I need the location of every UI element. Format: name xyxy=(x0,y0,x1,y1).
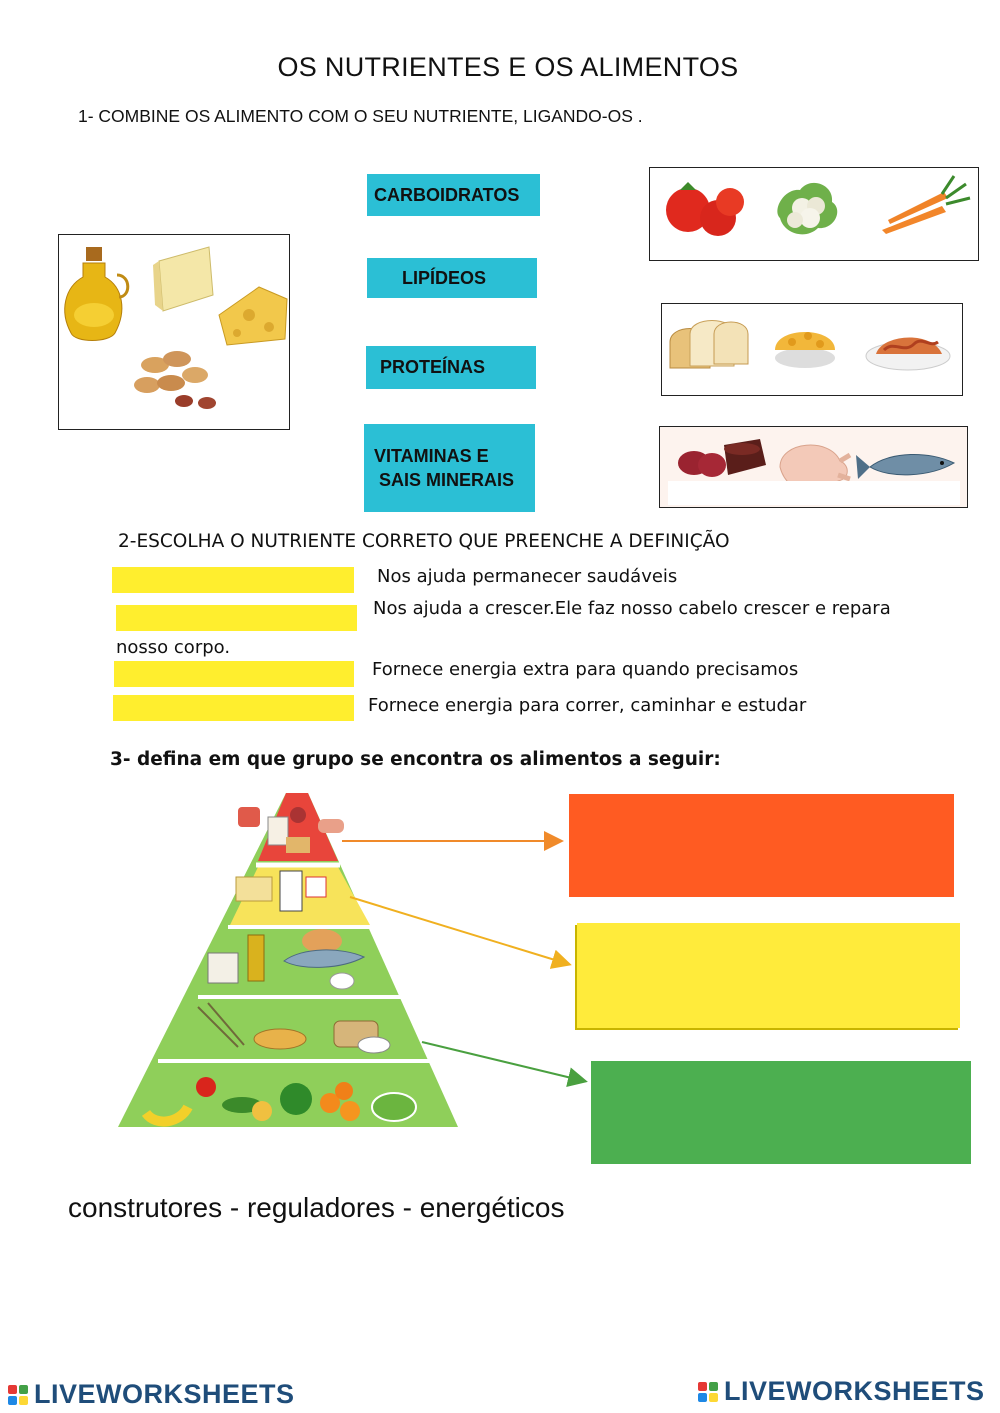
word-bank: construtores - reguladores - energéticos xyxy=(68,1192,565,1223)
answer-field-3[interactable] xyxy=(114,661,354,687)
definition-3: Fornece energia extra para quando precisamos xyxy=(372,659,799,680)
carrot-icon xyxy=(882,176,970,234)
footer-brand-left[interactable] xyxy=(8,1379,295,1410)
liveworksheets-logo-icon xyxy=(698,1382,718,1402)
arrow-bottom xyxy=(422,1042,584,1081)
food-box-vitamins[interactable] xyxy=(649,167,979,261)
answer-field-2[interactable] xyxy=(116,605,357,631)
peanuts-icon xyxy=(134,351,216,409)
macaroni-icon xyxy=(775,332,835,368)
nutrient-carboidratos[interactable]: CARBOIDRATOS xyxy=(367,174,540,216)
arrow-middle xyxy=(350,897,568,964)
answer-field-1[interactable] xyxy=(112,567,354,593)
group-answer-yellow[interactable] xyxy=(577,923,960,1028)
meat-icon xyxy=(678,439,766,477)
page-title: OS NUTRIENTES E OS ALIMENTOS xyxy=(277,52,739,82)
nutrient-vitaminas-line1: VITAMINAS E xyxy=(374,446,489,466)
oil-bottle-icon xyxy=(65,247,128,341)
food-box-carbs[interactable] xyxy=(661,303,963,396)
question-3-text: 3- defina em que grupo se encontra os alimentos a seguir: xyxy=(110,749,721,770)
question-1-text: 1- COMBINE OS ALIMENTO COM O SEU NUTRIENTE, LIGANDO-OS . xyxy=(78,106,643,126)
fish-icon xyxy=(856,454,954,479)
cheese-icon xyxy=(153,247,287,345)
footer-brand-right[interactable] xyxy=(698,1376,985,1407)
nutrient-vitaminas-sais[interactable] xyxy=(364,424,535,512)
food-box-proteins[interactable] xyxy=(659,426,968,508)
nutrient-lipideos[interactable]: LIPÍDEOS xyxy=(367,258,537,298)
question-2-text: 2-ESCOLHA O NUTRIENTE CORRETO QUE PREENCHE A DEFINIÇÃO xyxy=(118,531,730,552)
footer-brand-right-text: LIVEWORKSHEETS xyxy=(724,1376,985,1406)
definition-1: Nos ajuda permanecer saudáveis xyxy=(377,566,678,587)
nutrient-proteinas[interactable]: PROTEÍNAS xyxy=(366,346,536,389)
food-image-carbs xyxy=(662,304,962,395)
group-answer-orange[interactable] xyxy=(569,794,954,897)
liveworksheets-logo-icon xyxy=(8,1385,28,1405)
tomato-icon xyxy=(666,182,744,236)
food-image-vitamins xyxy=(650,168,978,260)
bread-icon xyxy=(670,321,748,369)
footer-brand-left-text: LIVEWORKSHEETS xyxy=(34,1379,295,1409)
definition-4: Fornece energia para correr, caminhar e estudar xyxy=(368,695,807,716)
food-image-lipids xyxy=(59,235,289,429)
group-answer-green[interactable] xyxy=(591,1061,971,1164)
pasta-icon xyxy=(866,337,950,370)
answer-field-4[interactable] xyxy=(113,695,354,721)
nutrient-vitaminas-line2: SAIS MINERAIS xyxy=(379,470,515,490)
definition-2-line1: Nos ajuda a crescer.Ele faz nosso cabelo crescer e repara xyxy=(373,598,891,619)
pyramid-arrows xyxy=(330,820,600,1090)
food-box-lipids[interactable] xyxy=(58,234,290,430)
cauliflower-icon xyxy=(777,183,837,234)
food-image-proteins xyxy=(660,427,967,507)
definition-2-line2: nosso corpo. xyxy=(116,637,231,658)
